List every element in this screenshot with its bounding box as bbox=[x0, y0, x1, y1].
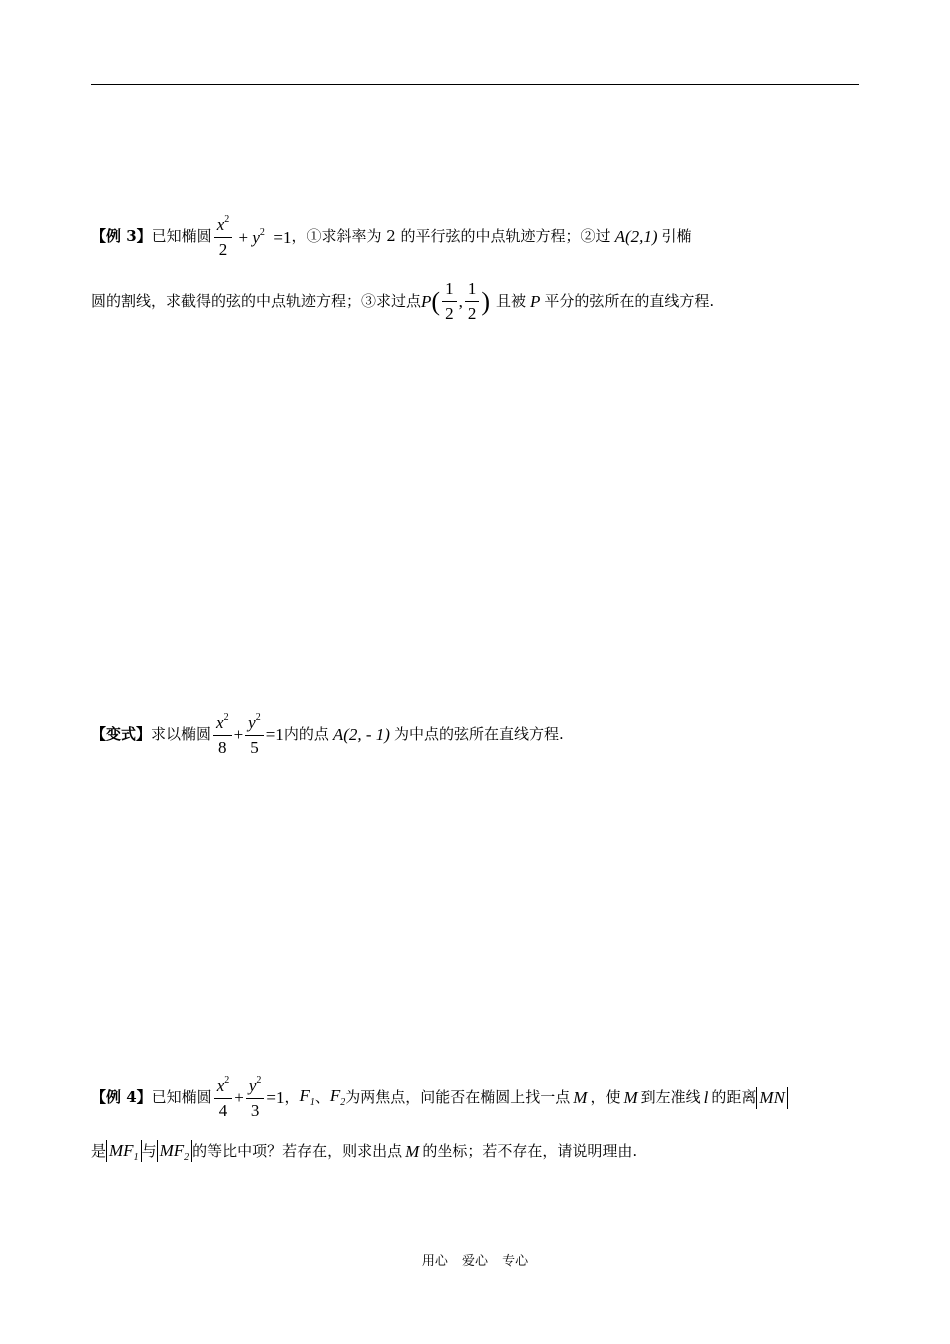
example-3-line-2: 圆的割线，求截得的弦的中点轨迹方程；③求过点 P ( $\frac{1}{2}$ , $\frac{1}{2}$ ) 且被 P 平分的弦所在的直线方程. bbox=[91, 279, 715, 323]
example-4-text-4: ，使 bbox=[590, 1088, 621, 1107]
example-4-text-1: 已知椭圆 bbox=[151, 1088, 212, 1107]
example-4-text-6: 的距离 bbox=[711, 1088, 757, 1107]
example-4-tag: 【例 4】 bbox=[91, 1088, 152, 1107]
variant-text-3: 为中点的弦所在直线方程. bbox=[393, 725, 564, 744]
example-3-line-1 bbox=[91, 214, 692, 259]
example-4-sep: 、 bbox=[314, 1088, 330, 1107]
ellipse-equation-fraction: $\frac{x^2}{2}$ bbox=[214, 214, 233, 259]
point-m: M bbox=[573, 1088, 588, 1108]
variant-tag: 【变式】 bbox=[91, 725, 152, 744]
focus-f2: $F_2$ bbox=[329, 1086, 346, 1109]
variant-point-a: A(2, - 1) bbox=[332, 725, 390, 745]
point-a: A(2,1) bbox=[614, 227, 658, 247]
example-4-text-2: ， bbox=[284, 1088, 300, 1107]
example-3-text-5: 且被 bbox=[496, 292, 527, 311]
page-footer: 用心 爱心 专心 bbox=[421, 1254, 529, 1269]
variant-line: 【变式】 求以椭圆 $\frac{x^2}{8}$ + $\frac{y^2}{5}$ =1 内的点 A(2, - 1) 为中点的弦所在直线方程. bbox=[91, 712, 564, 757]
example-4-fraction-x: $\frac{x^2}{4}$ bbox=[214, 1075, 233, 1120]
variant-text-2: 内的点 bbox=[283, 725, 329, 744]
example-3-text-2: ，①求斜率为 2 的平行弦的中点轨迹方程；②过 bbox=[291, 227, 611, 246]
example-4-text-3: 为两焦点，问能否在椭圆上找一点 bbox=[345, 1088, 571, 1107]
point-p-x: $\frac{1}{2}$ bbox=[442, 280, 457, 323]
point-p-y: $\frac{1}{2}$ bbox=[465, 280, 480, 323]
example-3-text-4: 圆的割线，求截得的弦的中点轨迹方程；③求过点 bbox=[91, 292, 422, 311]
distance-mf1: $MF_1$ bbox=[106, 1140, 142, 1162]
example-3-tag: 【例 3】 bbox=[91, 227, 152, 246]
example-4-line-2 bbox=[91, 1140, 637, 1162]
point-p-label: P bbox=[421, 292, 432, 312]
example-4-text-10: 的坐标；若不存在，请说明理由. bbox=[422, 1141, 638, 1160]
header-rule bbox=[91, 84, 859, 85]
distance-mn: MN bbox=[756, 1087, 788, 1109]
point-m-3: M bbox=[405, 1141, 420, 1161]
example-4-text-5: 到左准线 bbox=[640, 1088, 701, 1107]
example-3-text-3: 引椭 bbox=[661, 227, 692, 246]
variant-fraction-y: $\frac{y^2}{5}$ bbox=[245, 712, 264, 757]
point-p: P bbox=[530, 292, 541, 312]
example-3-text-1: 已知椭圆 bbox=[151, 227, 212, 246]
focus-f1: $F_1$ bbox=[299, 1086, 315, 1109]
example-4-text-7: 是 bbox=[91, 1141, 107, 1160]
point-m-2: M bbox=[623, 1088, 638, 1108]
example-4-line-1: 【例 4】 已知椭圆 $\frac{x^2}{4}$ + $\frac{y^2}{3}$ =1 ， $F_1$ 、 $F_2$ 为两焦点，问能否在椭圆上找一点 M ，使 M 到左准线 l 的距离 MN bbox=[91, 1075, 788, 1120]
variant-text-1: 求以椭圆 bbox=[151, 725, 212, 744]
distance-mf2: $MF_2$ bbox=[157, 1140, 193, 1162]
ellipse-equation-rest: + $y^2 =1$ bbox=[234, 226, 292, 247]
example-4-text-8: 与 bbox=[141, 1141, 157, 1160]
example-4-text-9: 的等比中项？若存在，则求出点 bbox=[192, 1141, 403, 1160]
example-4-fraction-y: $\frac{y^2}{3}$ bbox=[246, 1075, 265, 1120]
variant-fraction-x: $\frac{x^2}{8}$ bbox=[213, 712, 232, 757]
example-3-text-6: 平分的弦所在的直线方程. bbox=[544, 292, 715, 311]
directrix-l: l bbox=[703, 1088, 709, 1108]
